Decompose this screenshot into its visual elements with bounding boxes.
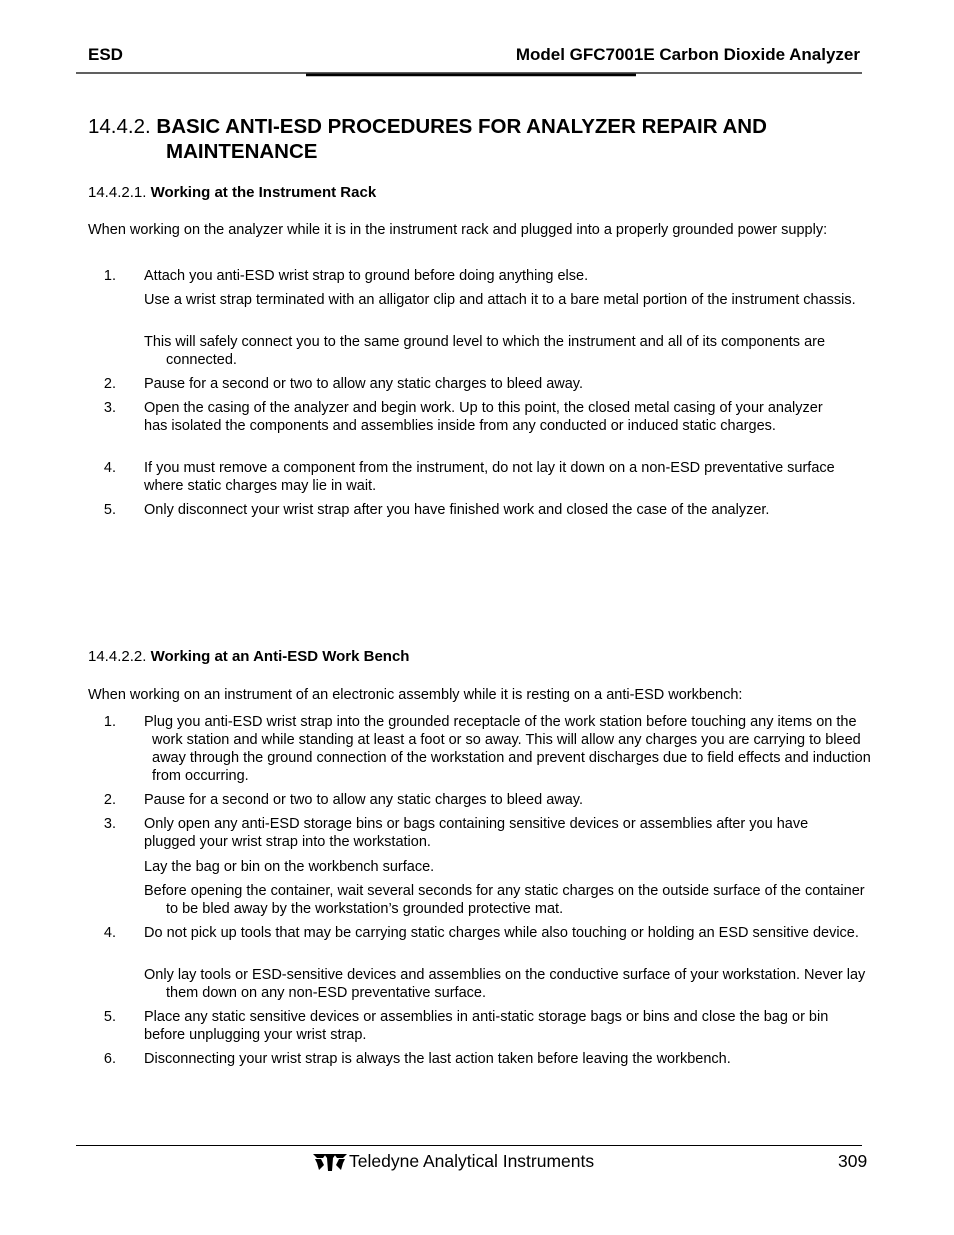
bench-step-3-note-1: Lay the bag or bin on the workbench surface. [144,859,435,875]
footer-company: Teledyne Analytical Instruments [349,1151,595,1171]
header-model: Model GFC7001E Carbon Dioxide Analyzer [515,45,860,64]
subsection-number: 14.4.2.1. [88,184,147,201]
step-number: 6. [103,1051,116,1067]
step-text: Pause for a second or two to allow any static charges to bleed away. [144,376,584,392]
subsection-number: 14.4.2.2. [88,648,147,665]
step-number: 2. [103,376,116,392]
step-text: Only disconnect your wrist strap after you have finished work and closed the case of the analyzer. [144,502,770,518]
step-number: 1. [103,268,116,284]
section-heading [88,114,868,164]
step-text: If you must remove a component from the instrument, do not lay it down on a non-ESD preventative surface where static charges may lie in wait. [144,460,835,494]
teledyne-logo-icon [312,1151,348,1173]
header-section: ESD [88,45,123,64]
rack-step-3 [88,399,868,453]
step-text: Do not pick up tools that may be carrying static charges while also touching or holding an ESD sensitive device. [144,925,859,941]
step-text: Place any static sensitive devices or assemblies in anti-static storage bags or bins and close the bag or bin before unplugging your wrist strap. [144,1009,829,1043]
bench-step-3 [88,815,868,851]
subsection-title: Working at the Instrument Rack [150,184,377,201]
bench-step-1 [88,713,871,785]
bench-step-2 [88,791,868,809]
bench-step-6 [88,1050,868,1068]
step-text: Open the casing of the analyzer and begin work. Up to this point, the closed metal casing of your analyzer has isolated the components and assemblies inside from any conducted or induced static charges. [144,400,823,434]
step-text: Disconnecting your wrist strap is always the last action taken before leaving the workbench. [144,1051,731,1067]
subsection-heading-bench [88,648,409,665]
bench-step-3-note-2: Before opening the container, wait several seconds for any static charges on the outside surface of the container to be bled away by the workstation’s grounded protective mat. [144,883,865,917]
section-heading-title-2: MAINTENANCE [166,140,318,163]
bench-step-4 [88,924,868,960]
section-heading-title-1: BASIC ANTI-ESD PROCEDURES FOR ANALYZER REPAIR AND [156,115,767,138]
rack-step-5 [88,501,868,519]
rack-intro: When working on the analyzer while it is in the instrument rack and plugged into a properly grounded power supply: [88,222,828,238]
step-number: 4. [103,460,116,476]
footer-rule [76,1145,862,1146]
step-number: 1. [103,714,116,730]
rack-step-1-note-1: Use a wrist strap terminated with an alligator clip and attach it to a bare metal portion of the instrument chassis. [144,292,856,308]
step-number: 3. [103,400,116,416]
footer-page-number: 309 [838,1151,868,1171]
bench-step-4-note-1: Only lay tools or ESD-sensitive devices and assemblies on the conductive surface of your workstation. Never lay them down on any non-ESD preventative surface. [144,967,866,1001]
section-heading-number: 14.4.2. [88,115,151,138]
subsection-title: Working at an Anti-ESD Work Bench [150,648,410,665]
bench-step-5 [88,1008,868,1044]
rack-step-1-note-2: This will safely connect you to the same ground level to which the instrument and all of its components are connected. [144,334,826,368]
step-number: 5. [103,1009,116,1025]
subsection-heading-rack [88,184,376,201]
step-number: 5. [103,502,116,518]
rack-step-1 [88,267,868,285]
step-text: Only open any anti-ESD storage bins or bags containing sensitive devices or assemblies after you have plugged your wrist strap into the workstation. [144,816,809,850]
step-number: 4. [103,925,116,941]
rack-step-4 [88,459,868,495]
step-text: Pause for a second or two to allow any static charges to bleed away. [144,792,584,808]
step-text: Plug you anti-ESD wrist strap into the grounded receptacle of the work station before touching any items on the work station and while standing at least a foot or so away. This will allow any charges you are carrying to bleed away through the ground connection of the workstation and prevent discharges due to field effects and induction from occurring. [144,714,871,784]
header-rule [76,70,864,80]
step-text: Attach you anti-ESD wrist strap to ground before doing anything else. [144,268,589,284]
step-number: 3. [103,816,116,832]
bench-intro: When working on an instrument of an electronic assembly while it is resting on a anti-ESD workbench: [88,687,743,703]
step-number: 2. [103,792,116,808]
rack-step-2 [88,375,868,393]
